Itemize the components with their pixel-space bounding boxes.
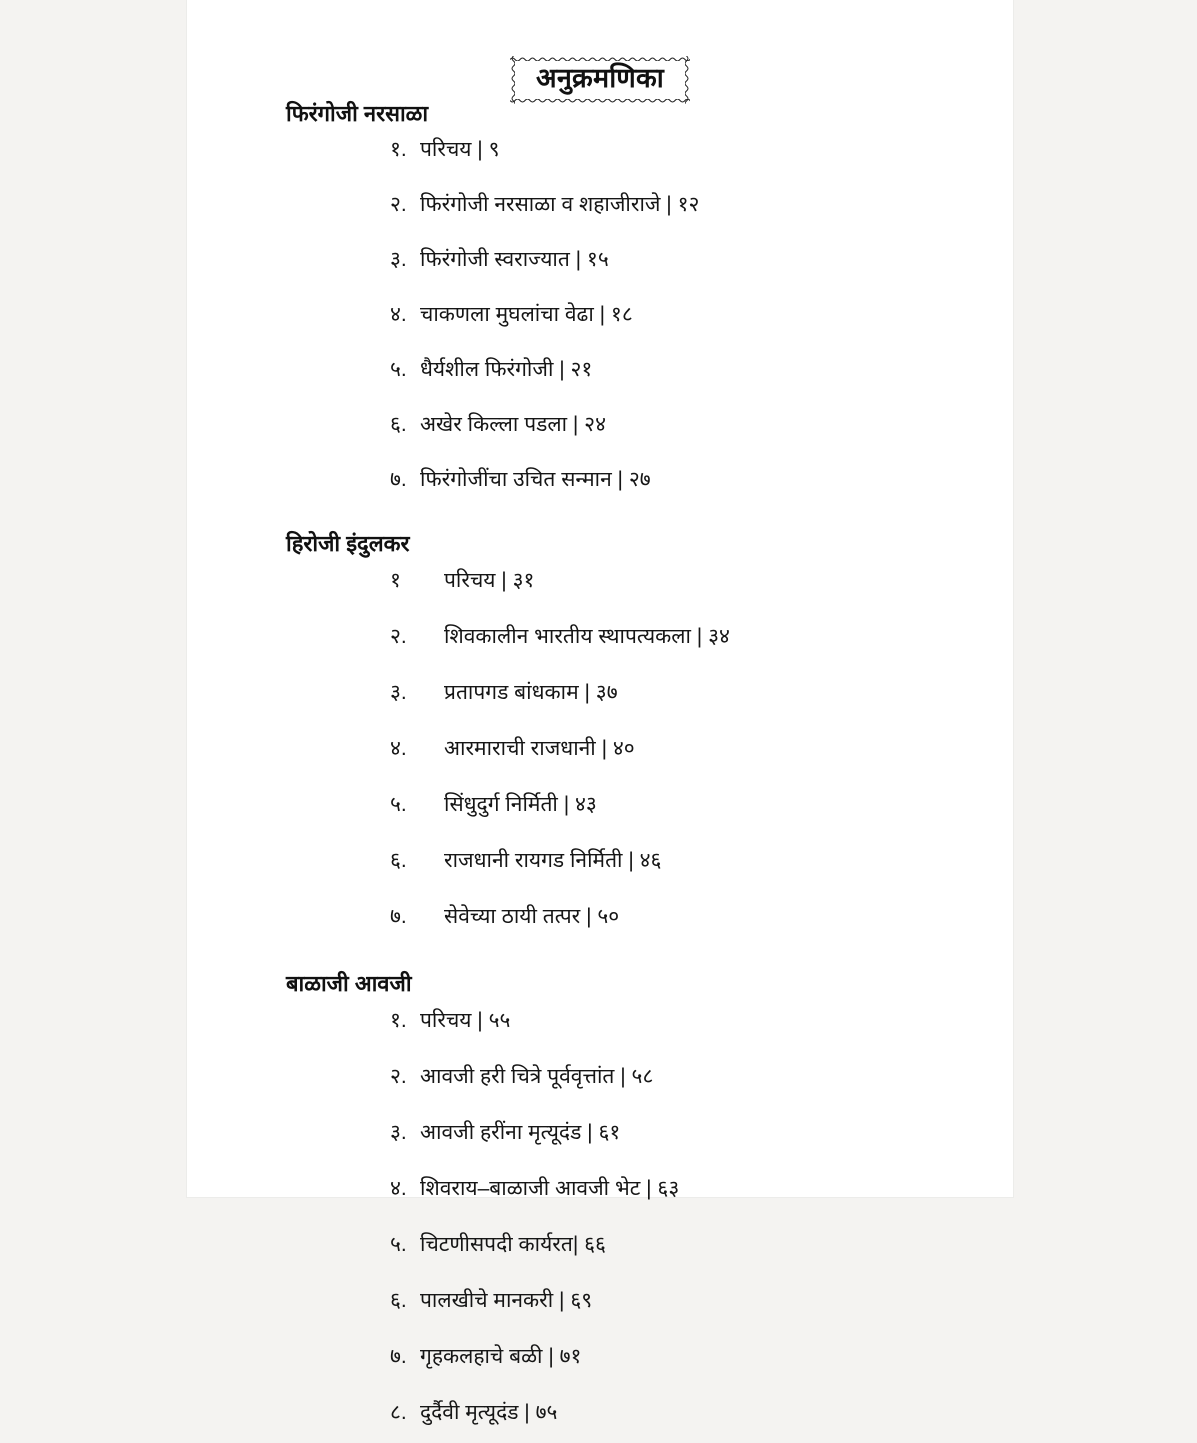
table-of-contents (286, 103, 986, 1443)
entry-title: अखेर किल्ला पडला | २४ (420, 413, 606, 436)
entry-title: दुर्दैवी मृत्यूदंड | ७५ (420, 1401, 558, 1424)
entry-number: २. (390, 193, 407, 216)
entry-title: पालखीचे मानकरी | ६९ (420, 1289, 593, 1312)
entry-number: ५. (390, 358, 407, 381)
entry-title: चिटणीसपदी कार्यरत| ६६ (420, 1233, 606, 1256)
entry-number: ४. (390, 1177, 407, 1200)
entry-number: २. (390, 1065, 407, 1088)
toc-entry[interactable] (286, 1331, 986, 1387)
entry-number: ५. (390, 793, 407, 816)
toc-title-box (510, 56, 690, 104)
toc-entry[interactable] (286, 235, 986, 290)
toc-entry[interactable] (286, 995, 986, 1051)
toc-entry[interactable] (286, 345, 986, 400)
entry-title: सेवेच्या ठायी तत्पर | ५० (444, 905, 620, 928)
toc-entry[interactable] (286, 1219, 986, 1275)
entry-title: परिचय | ५५ (420, 1009, 511, 1032)
entry-title: परिचय | ९ (420, 138, 500, 161)
entry-title: राजधानी रायगड निर्मिती | ४६ (444, 849, 662, 872)
entry-title: फिरंगोजी नरसाळा व शहाजीराजे | १२ (420, 193, 700, 216)
toc-entry[interactable] (286, 1387, 986, 1443)
section-heading: फिरंगोजी नरसाळा (286, 101, 429, 126)
toc-item-list (286, 995, 986, 1443)
toc-entry[interactable] (286, 1107, 986, 1163)
entry-number: ८. (390, 1401, 407, 1424)
wavy-border-right-icon (685, 56, 690, 104)
toc-item-list (286, 555, 986, 947)
entry-number: ३. (390, 1121, 407, 1144)
entry-number: ४. (390, 303, 407, 326)
entry-number: ७. (390, 468, 407, 491)
entry-number: ६. (390, 849, 407, 872)
toc-entry[interactable] (286, 1163, 986, 1219)
entry-title: चाकणला मुघलांचा वेढा | १८ (420, 303, 633, 326)
toc-entry[interactable] (286, 555, 986, 611)
toc-entry[interactable] (286, 891, 986, 947)
toc-item-list (286, 125, 986, 510)
toc-entry[interactable] (286, 667, 986, 723)
toc-entry[interactable] (286, 611, 986, 667)
section-heading: बाळाजी आवजी (286, 971, 412, 996)
toc-title-container (187, 56, 1013, 104)
entry-number: ३. (390, 681, 407, 704)
entry-title: फिरंगोजी स्वराज्यात | १५ (420, 248, 609, 271)
toc-entry[interactable] (286, 1051, 986, 1107)
entry-title: आरमाराची राजधानी | ४० (444, 737, 635, 760)
entry-title: फिरंगोजींचा उचित सन्मान | २७ (420, 468, 651, 491)
toc-entry[interactable] (286, 723, 986, 779)
toc-entry[interactable] (286, 1275, 986, 1331)
entry-number: १. (390, 138, 407, 161)
entry-number: ६. (390, 413, 407, 436)
toc-entry[interactable] (286, 455, 986, 510)
entry-number: ७. (390, 905, 407, 928)
entry-title: सिंधुदुर्ग निर्मिती | ४३ (444, 793, 597, 816)
toc-entry[interactable] (286, 400, 986, 455)
entry-number: १ (390, 569, 401, 592)
page-title: अनुक्रमणिका (536, 63, 664, 93)
wavy-border-top-icon (510, 56, 690, 61)
wavy-border-left-icon (510, 56, 515, 104)
document-page (187, 0, 1013, 1424)
entry-title: धैर्यशील फिरंगोजी | २१ (420, 358, 593, 381)
entry-number: ३. (390, 248, 407, 271)
entry-number: २. (390, 625, 407, 648)
entry-number: ४. (390, 737, 407, 760)
entry-number: ५. (390, 1233, 407, 1256)
toc-entry[interactable] (286, 125, 986, 180)
entry-title: प्रतापगड बांधकाम | ३७ (444, 681, 618, 704)
toc-section-1 (286, 103, 986, 510)
entry-title: आवजी हरी चित्रे पूर्ववृत्तांत | ५८ (420, 1065, 654, 1088)
entry-title: आवजी हरींना मृत्यूदंड | ६१ (420, 1121, 621, 1144)
toc-section-2 (286, 510, 986, 947)
entry-title: परिचय | ३१ (444, 569, 535, 592)
toc-entry[interactable] (286, 835, 986, 891)
entry-title: शिवराय–बाळाजी आवजी भेट | ६३ (420, 1177, 680, 1200)
toc-entry[interactable] (286, 779, 986, 835)
toc-entry[interactable] (286, 180, 986, 235)
toc-section-3 (286, 947, 986, 1443)
entry-title: शिवकालीन भारतीय स्थापत्यकला | ३४ (444, 625, 730, 648)
entry-title: गृहकलहाचे बळी | ७१ (420, 1345, 582, 1368)
toc-entry[interactable] (286, 290, 986, 345)
entry-number: १. (390, 1009, 407, 1032)
entry-number: ७. (390, 1345, 407, 1368)
section-heading: हिरोजी इंदुलकर (286, 531, 410, 556)
entry-number: ६. (390, 1289, 407, 1312)
